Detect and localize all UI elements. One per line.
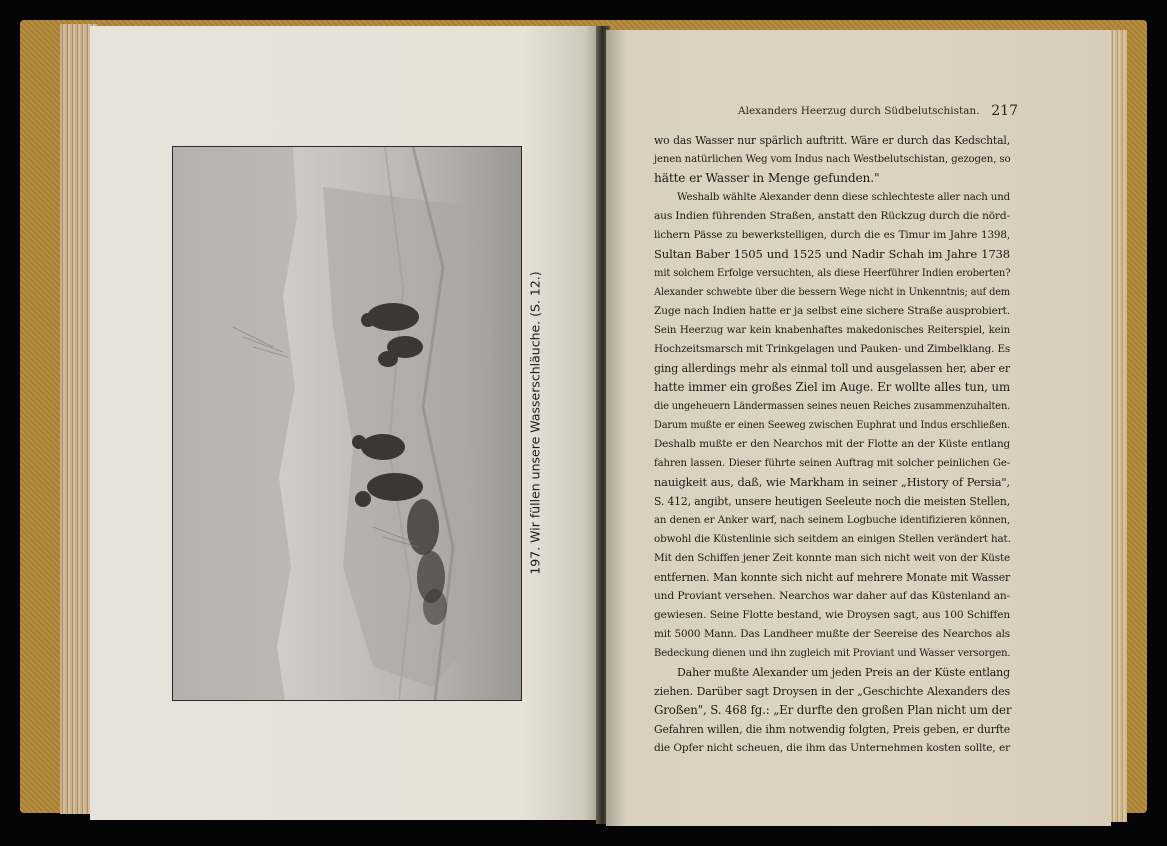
text-line: Daher mußte Alexander um jeden Preis an der Küste entlang (677, 666, 1010, 679)
text-line: obwohl die Küstenlinie sich seitdem an einigen Stellen verändert hat. (654, 533, 1011, 545)
text-line: nauigkeit aus, daß, wie Markham in seiner „History of Persia", (654, 475, 1010, 489)
text-line: ging allerdings mehr als einmal toll und ausgelassen her, aber er (654, 362, 1010, 375)
running-header (738, 103, 1018, 121)
text-line: Großen", S. 468 fg.: „Er durfte den großen Plan nicht um der (654, 703, 1012, 717)
text-line: hätte er Wasser in Menge gefunden." (654, 171, 880, 185)
text-line: Weshalb wählte Alexander denn diese schlechteste aller nach und (677, 192, 1010, 203)
text-line: mit 5000 Mann. Das Landheer mußte der Seereise des Nearchos als (654, 628, 1010, 640)
text-line: entfernen. Man konnte sich nicht auf mehrere Monate mit Wasser (654, 571, 1010, 584)
text-line: jenen natürlichen Weg vom Indus nach Westbelutschistan, gezogen, so (654, 154, 1011, 165)
text-line: an denen er Anker warf, nach seinem Logbuche identifizieren können, (654, 515, 1010, 526)
text-line: Sein Heerzug war kein knabenhaftes makedonisches Reiterspiel, kein (654, 325, 1010, 336)
text-line: gewiesen. Seine Flotte bestand, wie Droysen sagt, aus 100 Schiffen (654, 609, 1010, 621)
text-line: Mit den Schiffen jener Zeit konnte man sich nicht weit von der Küste (654, 552, 1010, 564)
text-line: Darum mußte er einen Seeweg zwischen Euphrat und Indus erschließen. (654, 420, 1010, 431)
text-line: Alexander schwebte über die bessern Wege nicht in Unkenntnis; auf dem (654, 287, 1010, 298)
text-line: die Opfer nicht scheuen, die ihm das Unternehmen kosten sollte, er (654, 742, 1010, 754)
text-line: ziehen. Darüber sagt Droysen in der „Geschichte Alexanders des (654, 685, 1010, 698)
text-line: S. 412, angibt, unsere heutigen Seeleute noch die meisten Stellen, (654, 495, 1010, 508)
text-line: die ungeheuern Ländermassen seines neuen Reiches zusammenzuhalten. (654, 401, 1011, 412)
text-line: Deshalb mußte er den Nearchos mit der Flotte an der Küste entlang (654, 438, 1010, 450)
text-line: Bedeckung dienen und ihn zugleich mit Proviant und Wasser versorgen. (654, 648, 1011, 659)
text-line: mit solchem Erfolge versuchten, als diese Heerführer Indien eroberten? (654, 268, 1011, 279)
text-line: wo das Wasser nur spärlich auftritt. Wäre er durch das Kedschtal, (654, 134, 1010, 147)
text-line: lichern Pässe zu bewerkstelligen, durch die es Timur im Jahre 1398, (654, 229, 1010, 241)
text-line: hatte immer ein großes Ziel im Auge. Er wollte alles tun, um (654, 380, 1010, 394)
text-line: aus Indien führenden Straßen, anstatt den Rückzug durch die nörd- (654, 210, 1010, 222)
text-line: Hochzeitsmarsch mit Trinkgelagen und Pauken- und Zimbelklang. Es (654, 343, 1011, 355)
text-line: Sultan Baber 1505 und 1525 und Nadir Schah im Jahre 1738 (654, 247, 1010, 261)
text-line: Zuge nach Indien hatte er ja selbst eine sichere Straße ausprobiert. (654, 305, 1010, 317)
text-line: und Proviant versehen. Nearchos war daher auf das Küstenland an- (654, 590, 1010, 602)
header-title: Alexanders Heerzug durch Südbelutschistan. (738, 105, 980, 117)
page-number: 217 (991, 103, 1018, 119)
figure-photograph (172, 146, 522, 701)
photograph-icon (173, 147, 521, 700)
figure-caption (523, 150, 547, 695)
text-line: fahren lassen. Dieser führte seinen Auftrag mit solcher peinlichen Ge- (654, 458, 1010, 469)
text-line: Gefahren willen, die ihm notwendig folgten, Preis geben, er durfte (654, 723, 1010, 736)
figure-caption-text: 197. Wir füllen unsere Wasserschläuche. (S. 12.) (527, 270, 543, 575)
